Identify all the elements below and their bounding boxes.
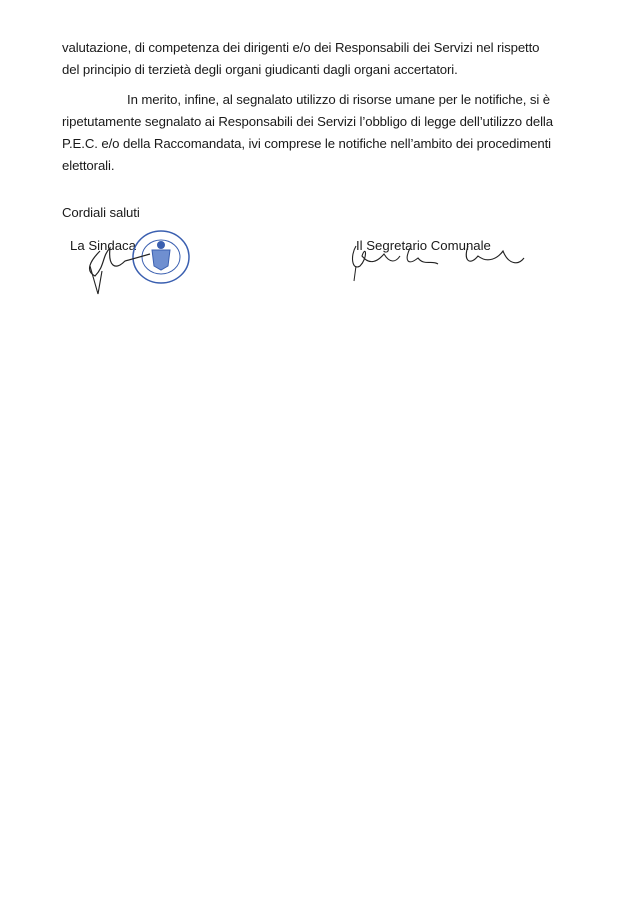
secretary-title: Il Segretario Comunale — [356, 238, 491, 253]
text-line: del principio di terzietà degli organi giudicanti dagli organi accertatori. — [62, 62, 458, 77]
text-line: In merito, infine, al segnalato utilizzo di risorse umane per le notifiche, si è — [127, 92, 551, 107]
text-line: ripetutamente segnalato ai Responsabili dei Servizi l’obbligo di legge dell’utilizzo della — [62, 114, 553, 129]
secretary-signature — [348, 236, 528, 286]
text-line: valutazione, di competenza dei dirigenti e/o dei Responsabili dei Servizi nel rispetto — [62, 40, 540, 55]
mayor-title: La Sindaca — [70, 238, 136, 253]
text-line: elettorali. — [62, 158, 115, 173]
closing: Cordiali saluti — [62, 205, 140, 220]
text-line: P.E.C. e/o della Raccomandata, ivi comprese le notifiche nell’ambito dei procedimenti — [62, 136, 551, 151]
mayor-signature — [80, 236, 160, 296]
